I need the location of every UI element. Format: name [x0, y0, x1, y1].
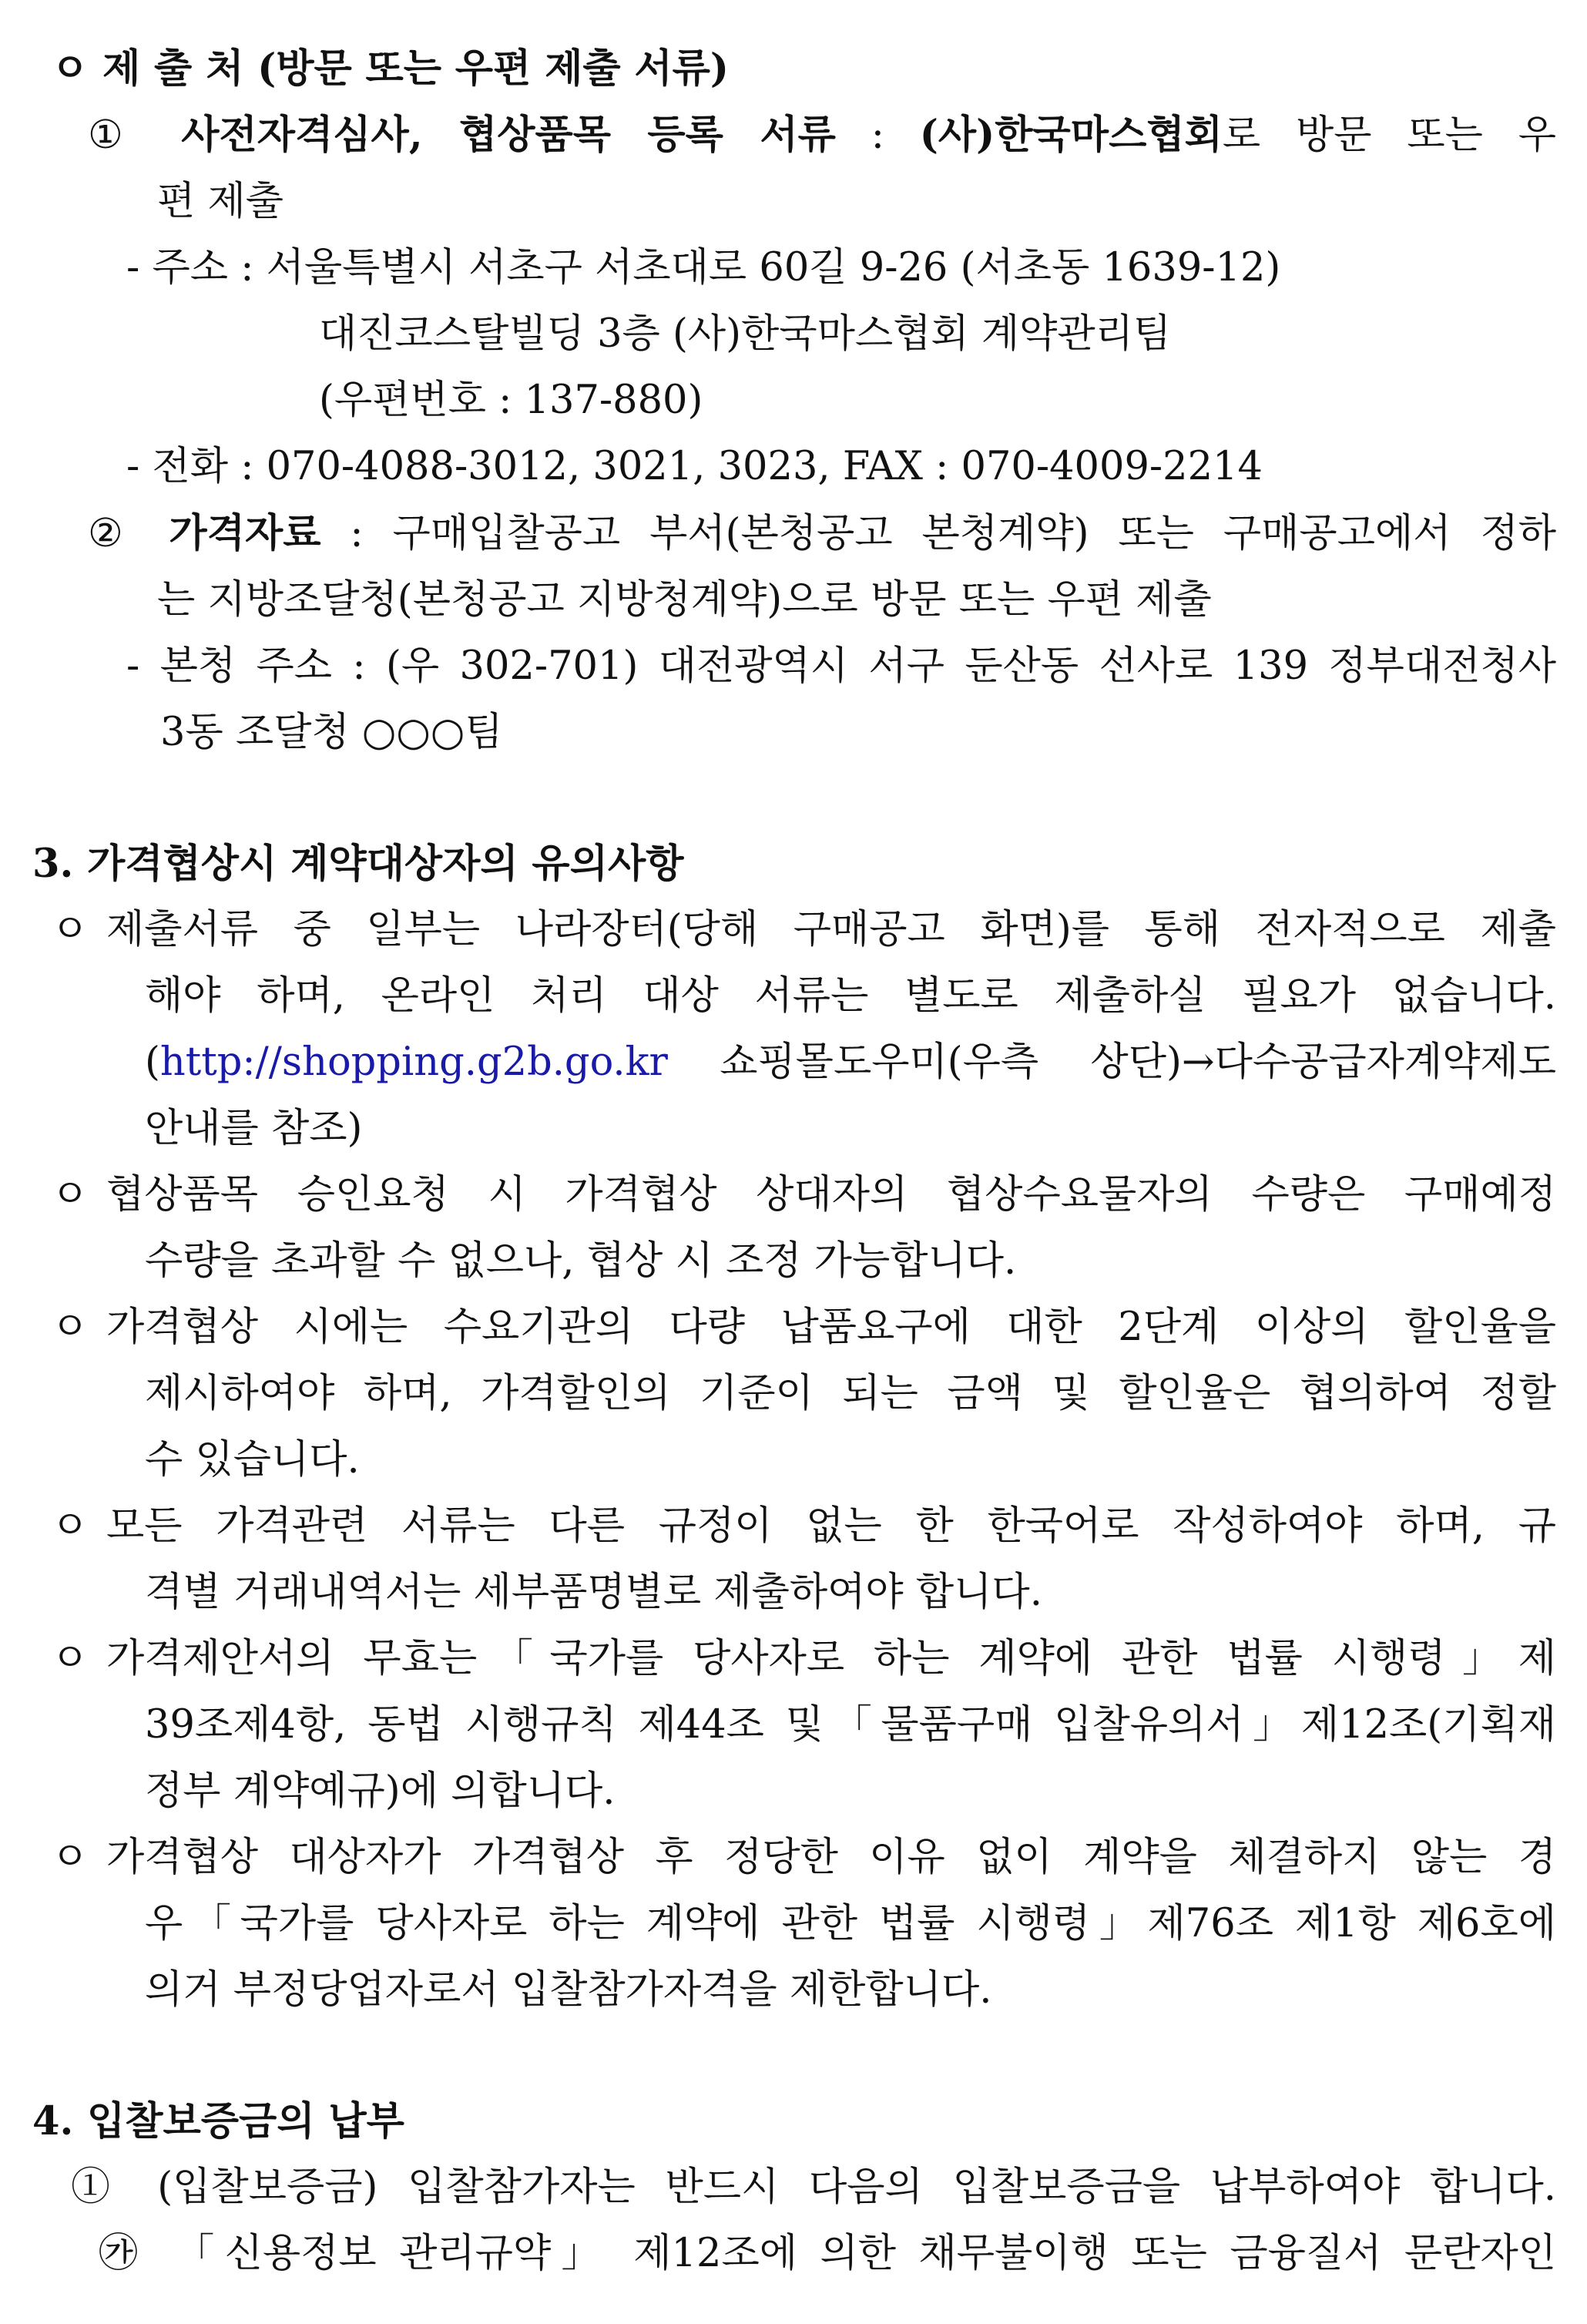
- section-3-para-3-line-1: [51, 1295, 1556, 1361]
- section-3-para-4-line-1: [51, 1493, 1556, 1560]
- para-text: 제출서류 중 일부는 나라장터(당해 구매공고 화면)를 통해 전자적으로 제출: [106, 907, 1556, 952]
- section-3-para-1-line-2: 해야 하며, 온라인 처리 대상 서류는 별도로 제출하실 필요가 없습니다.: [145, 973, 1556, 1019]
- phone-fax-line: - 전화 : 070-4088-3012, 3021, 3023, FAX : 070-4009-2214: [126, 444, 1263, 489]
- section-3-para-1-line-3: [145, 1029, 1556, 1096]
- para-text: 가격협상 대상자가 가격협상 후 정당한 이유 없이 계약을 체결하지 않는 경: [106, 1835, 1556, 1880]
- paren-open: (: [145, 1039, 160, 1085]
- item-1-label: 사전자격심사, 협상품목 등록 서류: [181, 112, 836, 158]
- circled-two-marker: ②: [88, 511, 140, 556]
- section-3-para-2-line-2: 수량을 초과할 수 없으나, 협상 시 조정 가능합니다.: [145, 1238, 1017, 1284]
- postal-code: (우편번호 : 137-880): [319, 378, 703, 423]
- section-3-para-5-line-1: [51, 1626, 1556, 1692]
- spacer: [32, 766, 1556, 831]
- para-text: 가격제안서의 무효는「국가를 당사자로 하는 계약에 관한 법률 시행령」제: [106, 1636, 1556, 1681]
- section-3-para-1-line-4: 안내를 참조): [145, 1106, 363, 1151]
- association-name: (사)한국마스협회: [919, 112, 1223, 158]
- item-2-rest: : 구매입찰공고 부서(본청공고 본청계약) 또는 구매공고에서 정하: [320, 511, 1556, 556]
- para-text: 모든 가격관련 서류는 다른 규정이 없는 한 한국어로 작성하여야 하며, 규: [106, 1503, 1556, 1549]
- address-line-2: 대진코스탈빌딩 3층 (사)한국마스협회 계약관리팀: [319, 311, 1172, 357]
- address-line-1: - 주소 : 서울특별시 서초구 서초대로 60길 9-26 (서초동 1639-12): [126, 245, 1281, 290]
- item-1-rest: 로 방문 또는 우: [1222, 113, 1557, 158]
- section-4-heading: 4. 입찰보증금의 납부: [32, 2098, 404, 2144]
- hq-address-line-1: - 본청 주소 : (우 302-701) 대전광역시 서구 둔산동 선사로 139 정부대전청사: [126, 643, 1556, 689]
- shopping-link[interactable]: http://shopping.g2b.go.kr: [159, 1039, 668, 1085]
- section-3-para-6-line-3: 의거 부정당업자로서 입찰참가자격을 제한합니다.: [145, 1967, 992, 2013]
- item-1-continuation: 편 제출: [157, 179, 284, 224]
- para-text: 가격협상 시에는 수요기관의 다량 납품요구에 대한 2단계 이상의 할인율을: [106, 1305, 1556, 1350]
- para-text: 협상품목 승인요청 시 가격협상 상대자의 협상수요물자의 수량은 구매예정: [106, 1172, 1556, 1217]
- section-3-para-1-line-1: [51, 897, 1556, 963]
- section-3-para-6-line-2: 우「국가를 당사자로 하는 계약에 관한 법률 시행령」제76조 제1항 제6호에: [145, 1901, 1556, 1946]
- bullet-marker: ㅇ: [51, 907, 89, 952]
- circled-ga-marker: ㉮: [99, 2231, 139, 2276]
- submission-item-1: [88, 102, 1556, 169]
- bullet-marker: ㅇ: [51, 1636, 89, 1681]
- section-3-para-4-line-2: 격별 거래내역서는 세부품명별로 제출하여야 합니다.: [145, 1570, 1042, 1615]
- item-2-label: 가격자료: [169, 510, 321, 556]
- spacer: [32, 2023, 1556, 2088]
- section-3-heading: 3. 가격협상시 계약대상자의 유의사항: [32, 841, 684, 887]
- bullet-marker: ㅇ: [51, 1835, 89, 1880]
- section-4-item-1: ① (입찰보증금) 입찰참가자는 반드시 다음의 입찰보증금을 납부하여야 합니다.: [71, 2164, 1556, 2210]
- section-3-para-2-line-1: [51, 1162, 1556, 1228]
- section-4-item-ga: [99, 2221, 1556, 2287]
- section-3-para-6-line-1: [51, 1825, 1556, 1891]
- item-1-separator: :: [835, 113, 920, 158]
- circled-one-marker: ①: [88, 113, 146, 158]
- submission-item-2: [88, 500, 1556, 567]
- section-3-para-5-line-2: 39조제4항, 동법 시행규칙 제44조 및「물품구매 입찰유의서」제12조(기획재: [145, 1702, 1556, 1748]
- bullet-marker: ㅇ: [51, 1305, 89, 1350]
- bullet-marker: ㅇ: [51, 1172, 89, 1217]
- item-2-continuation: 는 지방조달청(본청공고 지방청계약)으로 방문 또는 우편 제출: [157, 577, 1212, 623]
- bullet-marker: ㅇ: [51, 1503, 89, 1549]
- section-3-para-5-line-3: 정부 계약예규)에 의합니다.: [145, 1768, 616, 1814]
- hq-address-line-2: 3동 조달청 ○○○팀: [160, 710, 503, 755]
- section-3-para-3-line-3: 수 있습니다.: [145, 1437, 360, 1483]
- para-text: 「신용정보 관리규약」 제12조에 의한 채무불이행 또는 금융질서 문란자인: [165, 2231, 1556, 2276]
- section-3-para-3-line-2: 제시하여야 하며, 가격할인의 기준이 되는 금액 및 할인율은 협의하여 정할: [145, 1371, 1556, 1416]
- submission-heading: ㅇ 제 출 처 (방문 또는 우편 제출 서류): [51, 45, 730, 92]
- para-text: 쇼핑몰도우미(우측 상단)→다수공급자계약제도: [667, 1039, 1556, 1085]
